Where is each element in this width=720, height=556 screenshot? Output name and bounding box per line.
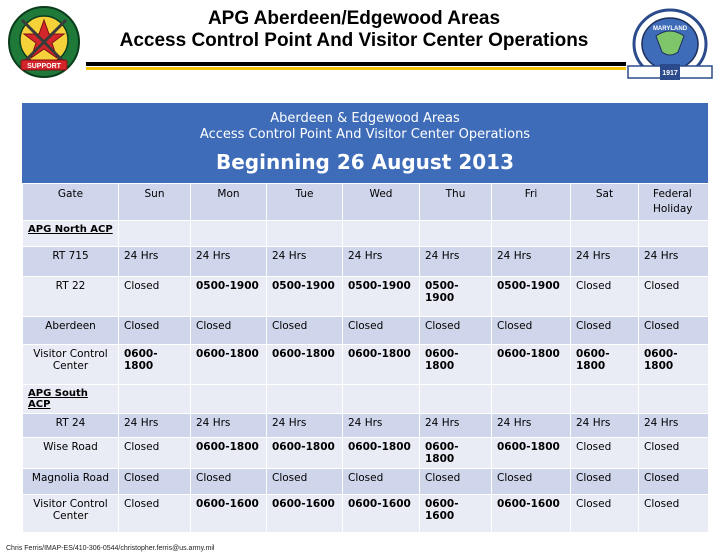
seal-state-text: MARYLAND <box>652 26 688 32</box>
hours-cell: 0600-1800 <box>571 345 639 385</box>
hours-cell: Closed <box>119 438 191 469</box>
hours-cell: 0600-1800 <box>492 345 571 385</box>
title-line-2: Access Control Point And Visitor Center Operations <box>119 30 589 51</box>
hours-cell: 24 Hrs <box>119 414 191 438</box>
hours-cell: 0600-1600 <box>492 495 571 533</box>
section-title: APG South ACP <box>23 385 119 414</box>
hours-cell: Closed <box>191 317 267 345</box>
hours-cell: 0600-1800 <box>191 345 267 385</box>
hours-cell: 24 Hrs <box>639 414 709 438</box>
gate-schedule-table <box>22 183 709 533</box>
hours-cell: Closed <box>343 317 420 345</box>
hours-cell: 0600-1800 <box>191 438 267 469</box>
hours-cell: Closed <box>639 317 709 345</box>
hours-cell: 0600-1800 <box>343 345 420 385</box>
table-body <box>23 221 709 533</box>
hours-cell: 24 Hrs <box>119 247 191 277</box>
table-row <box>23 469 709 495</box>
hours-cell: Closed <box>571 495 639 533</box>
empty-cell <box>571 221 639 247</box>
hours-cell: Closed <box>343 469 420 495</box>
empty-cell <box>119 221 191 247</box>
hours-cell: 24 Hrs <box>267 414 343 438</box>
banner-effective-date: Beginning 26 August 2013 <box>216 150 514 174</box>
hours-cell: Closed <box>191 469 267 495</box>
hours-cell: 24 Hrs <box>420 247 492 277</box>
table-row <box>23 345 709 385</box>
title-line-1: APG Aberdeen/Edgewood Areas <box>207 8 501 29</box>
hours-cell: 24 Hrs <box>639 247 709 277</box>
empty-cell <box>119 385 191 414</box>
table-row <box>23 414 709 438</box>
hours-cell: 0500-1900 <box>492 277 571 317</box>
empty-cell <box>191 385 267 414</box>
army-support-logo <box>6 4 82 80</box>
hours-cell: 24 Hrs <box>492 247 571 277</box>
hours-cell: 0600-1800 <box>639 345 709 385</box>
hours-cell: 0500-1900 <box>343 277 420 317</box>
header-cell: Wed <box>343 184 420 221</box>
hours-cell: 24 Hrs <box>343 414 420 438</box>
gate-name: RT 715 <box>23 247 119 277</box>
hours-cell: 0600-1800 <box>492 438 571 469</box>
hours-cell: Closed <box>639 495 709 533</box>
hours-cell: Closed <box>639 438 709 469</box>
banner-line-1: Aberdeen & Edgewood Areas <box>270 111 460 126</box>
gate-name: Aberdeen <box>23 317 119 345</box>
hours-cell: 0600-1800 <box>420 345 492 385</box>
hours-cell: Closed <box>571 317 639 345</box>
table-row <box>23 495 709 533</box>
section-row <box>23 221 709 247</box>
schedule-banner <box>22 103 708 183</box>
gate-name: Visitor Control Center <box>23 495 119 533</box>
header-cell: Thu <box>420 184 492 221</box>
header-cell: Sun <box>119 184 191 221</box>
hours-cell: Closed <box>267 469 343 495</box>
empty-cell <box>191 221 267 247</box>
hours-cell: 0600-1800 <box>119 345 191 385</box>
empty-cell <box>420 221 492 247</box>
hours-cell: 24 Hrs <box>191 414 267 438</box>
table-row <box>23 277 709 317</box>
hours-cell: 0600-1600 <box>267 495 343 533</box>
hours-cell: Closed <box>571 438 639 469</box>
table-header-row <box>23 184 709 221</box>
hours-cell: 24 Hrs <box>343 247 420 277</box>
header-cell: Sat <box>571 184 639 221</box>
hours-cell: 24 Hrs <box>571 414 639 438</box>
empty-cell <box>343 385 420 414</box>
hours-cell: Closed <box>119 495 191 533</box>
logo-banner-text: SUPPORT <box>27 63 61 70</box>
page-title <box>86 8 622 52</box>
header-cell: Tue <box>267 184 343 221</box>
hours-cell: Closed <box>420 317 492 345</box>
empty-cell <box>420 385 492 414</box>
hours-cell: Closed <box>420 469 492 495</box>
contact-footer: Chris Ferris/IMAP-ES/410-306-0544/christopher.ferris@us.army.mil <box>6 545 215 552</box>
hours-cell: Closed <box>119 277 191 317</box>
hours-cell: Closed <box>492 469 571 495</box>
hours-cell: Closed <box>571 277 639 317</box>
hours-cell: 0600-1800 <box>267 345 343 385</box>
hours-cell: Closed <box>639 277 709 317</box>
gate-name: Magnolia Road <box>23 469 119 495</box>
section-title: APG North ACP <box>23 221 119 247</box>
hours-cell: 24 Hrs <box>267 247 343 277</box>
hours-cell: 0600-1600 <box>191 495 267 533</box>
hours-cell: 0500-1900 <box>420 277 492 317</box>
empty-cell <box>639 385 709 414</box>
title-rule-black <box>86 62 626 66</box>
empty-cell <box>492 385 571 414</box>
empty-cell <box>571 385 639 414</box>
table-row <box>23 247 709 277</box>
gate-name: Wise Road <box>23 438 119 469</box>
hours-cell: 0600-1800 <box>420 438 492 469</box>
hours-cell: 24 Hrs <box>571 247 639 277</box>
header-cell: Mon <box>191 184 267 221</box>
hours-cell: 0600-1600 <box>420 495 492 533</box>
hours-cell: Closed <box>492 317 571 345</box>
hours-cell: 0600-1800 <box>343 438 420 469</box>
hours-cell: Closed <box>571 469 639 495</box>
banner-line-2: Access Control Point And Visitor Center Operations <box>199 127 531 142</box>
hours-cell: 24 Hrs <box>420 414 492 438</box>
table-row <box>23 438 709 469</box>
gate-name: Visitor Control Center <box>23 345 119 385</box>
hours-cell: 24 Hrs <box>492 414 571 438</box>
empty-cell <box>639 221 709 247</box>
header-cell: Fri <box>492 184 571 221</box>
hours-cell: Closed <box>119 469 191 495</box>
header-cell: Federal Holiday <box>639 184 709 221</box>
hours-cell: Closed <box>639 469 709 495</box>
header-cell: Gate <box>23 184 119 221</box>
title-rule-gold <box>86 67 626 70</box>
empty-cell <box>267 221 343 247</box>
apg-seal-logo <box>624 6 716 88</box>
empty-cell <box>492 221 571 247</box>
table-row <box>23 317 709 345</box>
hours-cell: 0600-1800 <box>267 438 343 469</box>
hours-cell: 0500-1900 <box>191 277 267 317</box>
gate-name: RT 24 <box>23 414 119 438</box>
hours-cell: 24 Hrs <box>191 247 267 277</box>
hours-cell: Closed <box>267 317 343 345</box>
hours-cell: 0600-1600 <box>343 495 420 533</box>
empty-cell <box>343 221 420 247</box>
hours-cell: Closed <box>119 317 191 345</box>
empty-cell <box>267 385 343 414</box>
hours-cell: 0500-1900 <box>267 277 343 317</box>
seal-year-text: 1917 <box>662 70 678 77</box>
gate-name: RT 22 <box>23 277 119 317</box>
section-row <box>23 385 709 414</box>
